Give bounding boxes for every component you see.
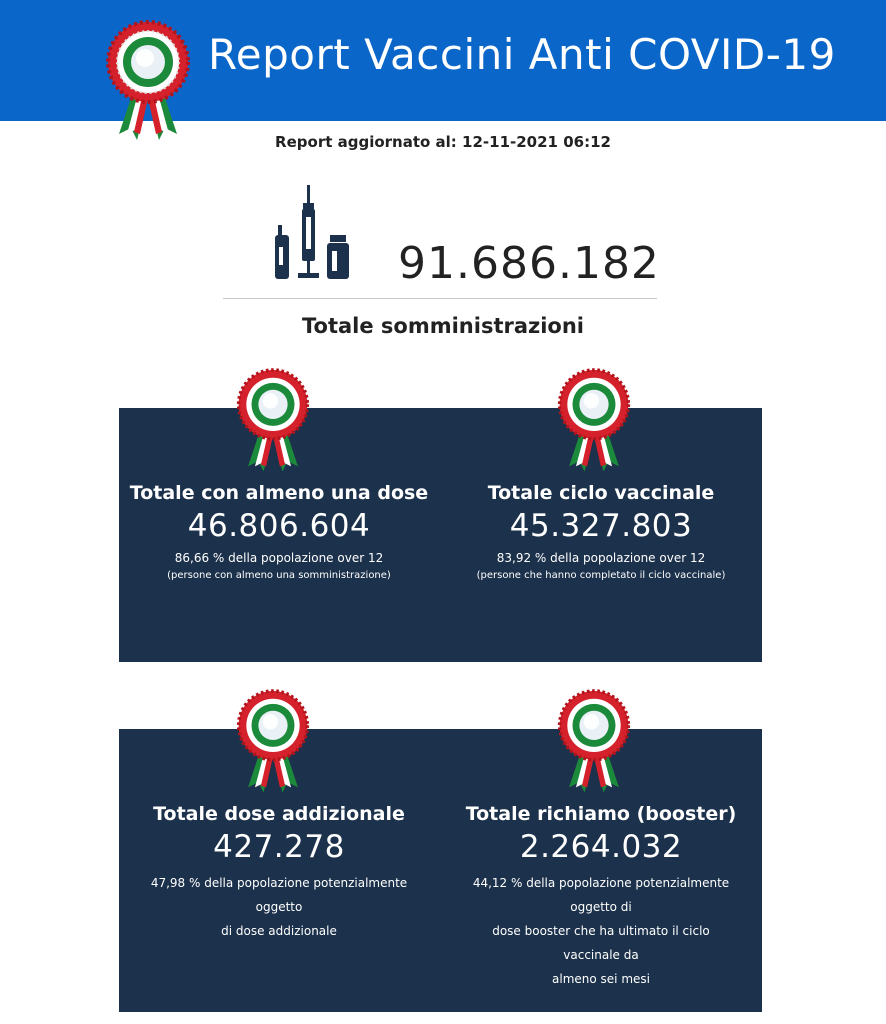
card-additional-dose (119, 803, 439, 943)
total-administrations-label: Totale somministrazioni (301, 314, 585, 338)
rosette-icon (557, 364, 631, 474)
header-bar (0, 0, 886, 121)
card-desc-line: vaccinale da (563, 948, 639, 962)
rosette-icon (557, 685, 631, 795)
card-title: Totale richiamo (booster) (465, 803, 737, 825)
card-value: 427.278 (213, 829, 345, 865)
card-value: 46.806.604 (187, 508, 371, 544)
card-desc-line: almeno sei mesi (552, 972, 650, 986)
card-desc-line: 83,92 % della popolazione over 12 (496, 551, 706, 565)
card-note: (persone che hanno completato il ciclo vaccinale) (476, 570, 726, 581)
card-description (119, 871, 439, 943)
card-desc-line: 47,98 % della popolazione potenzialmente (150, 876, 408, 890)
card-desc-line: di dose addizionale (221, 924, 337, 938)
report-updated-text: Report aggiornato al: 12-11-2021 06:12 (275, 133, 611, 151)
vaccine-vials-icon (272, 185, 352, 281)
rosette-icon (236, 364, 310, 474)
divider (223, 298, 657, 299)
card-description (441, 550, 761, 566)
card-desc-line: dose booster che ha ultimato il ciclo (492, 924, 710, 938)
rosette-icon (236, 685, 310, 795)
total-administrations-value: 91.686.182 (398, 238, 660, 289)
card-note: (persone con almeno una somministrazione) (167, 570, 391, 581)
rosette-logo-icon (105, 16, 191, 142)
card-desc-line: 86,66 % della popolazione over 12 (174, 551, 384, 565)
card-title: Totale con almeno una dose (129, 482, 429, 504)
card-desc-line: oggetto di (570, 900, 632, 914)
card-title: Totale dose addizionale (153, 803, 405, 825)
card-title: Totale ciclo vaccinale (487, 482, 715, 504)
card-description (119, 550, 439, 566)
card-desc-line: oggetto (255, 900, 303, 914)
card-desc-line: 44,12 % della popolazione potenzialmente (472, 876, 730, 890)
card-full-cycle (441, 482, 761, 581)
card-value: 45.327.803 (509, 508, 693, 544)
page-title: Report Vaccini Anti COVID-19 (208, 30, 836, 79)
card-booster (441, 803, 761, 991)
card-value: 2.264.032 (519, 829, 683, 865)
card-first-dose (119, 482, 439, 581)
card-description (441, 871, 761, 991)
